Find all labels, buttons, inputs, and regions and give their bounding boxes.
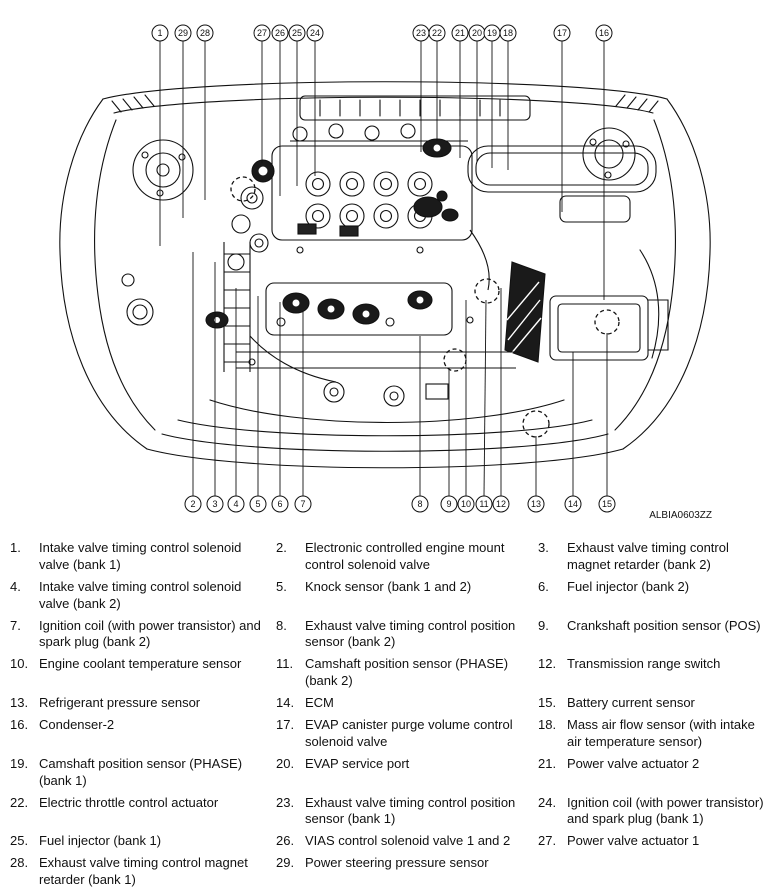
callout-27: [254, 25, 270, 163]
legend-item-14: [276, 695, 528, 712]
ignition-coil-cover: [266, 283, 452, 335]
callout-number: 22: [431, 28, 443, 39]
legend-item-number: 18.: [538, 717, 557, 733]
legend-item-27: [538, 833, 766, 850]
legend-item-6: [538, 579, 766, 596]
legend-item-text: Camshaft position sensor (PHASE) (bank 2): [305, 656, 509, 689]
legend-item-text: ECM: [305, 695, 334, 711]
legend-item-number: 19.: [10, 755, 29, 771]
callout-12: [493, 288, 509, 512]
legend-item-number: 27.: [538, 833, 557, 849]
legend-item-number: 16.: [10, 717, 29, 733]
callout-number: 12: [495, 499, 507, 510]
legend-item-text: Exhaust valve timing control magnet retarder (bank 1): [39, 855, 248, 888]
callout-number: 17: [556, 28, 568, 39]
callout-number: 7: [300, 499, 306, 510]
callout-20: [469, 25, 485, 162]
callout-number: 6: [277, 499, 283, 510]
callout-number: 1: [157, 28, 163, 39]
callout-28: [197, 25, 213, 200]
callout-17: [554, 25, 570, 212]
legend-item-number: 11.: [276, 656, 294, 672]
callout-13: [528, 436, 544, 512]
callouts-layer: [152, 25, 615, 512]
legend-item-number: 22.: [10, 794, 29, 810]
legend-item-11: [276, 656, 528, 690]
legend-item-text: Exhaust valve timing control magnet retarder (bank 2): [567, 540, 729, 572]
callout-number: 18: [502, 28, 514, 39]
legend-item-number: 8.: [276, 617, 287, 633]
legend-item-text: Power valve actuator 2: [567, 755, 700, 771]
legend-item-text: Refrigerant pressure sensor: [39, 695, 201, 711]
callout-number: 15: [601, 499, 613, 510]
legend-item-23: [276, 795, 528, 829]
callout-number: 11: [479, 499, 489, 510]
callout-number: 23: [415, 28, 427, 39]
callout-24: [307, 25, 323, 176]
legend-item-text: Exhaust valve timing control position sensor (bank 2): [305, 617, 516, 650]
callout-23: [413, 25, 429, 152]
legend-item-text: Electric throttle control actuator: [39, 794, 219, 810]
legend-item-5: [276, 579, 528, 596]
legend-item-17: [276, 717, 528, 751]
callout-4: [228, 288, 244, 512]
callout-leader-line: [484, 300, 486, 496]
legend-item-number: 15.: [538, 695, 557, 711]
legend-item-13: [10, 695, 266, 712]
legend-item-text: Intake valve timing control solenoid valve (bank 2): [39, 578, 242, 611]
legend-item-text: EVAP service port: [305, 755, 410, 771]
legend-item-text: Ignition coil (with power transistor) and spark plug (bank 2): [39, 617, 261, 650]
legend-item-number: 29.: [276, 855, 295, 871]
legend-item-number: 28.: [10, 855, 29, 871]
legend-item-number: 13.: [10, 695, 29, 711]
strut-tower-right: [583, 128, 635, 180]
callout-number: 8: [417, 499, 423, 510]
callout-number: 9: [446, 499, 452, 510]
callout-number: 13: [530, 499, 542, 510]
legend-item-8: [276, 618, 528, 652]
callout-9: [441, 368, 457, 512]
legend-item-text: Condenser-2: [39, 717, 115, 733]
ecm: [505, 262, 545, 362]
callout-number: 26: [274, 28, 286, 39]
callout-number: 25: [291, 28, 303, 39]
legend-item-15: [538, 695, 766, 712]
legend-item-number: 3.: [538, 540, 549, 555]
callout-number: 14: [567, 499, 579, 510]
legend-item-text: Power valve actuator 1: [567, 833, 700, 849]
legend-item-4: [10, 579, 266, 613]
callout-7: [295, 312, 311, 512]
callout-number: 16: [598, 28, 610, 39]
legend-item-20: [276, 756, 528, 773]
legend-item-number: 14.: [276, 695, 295, 711]
callout-number: 24: [309, 28, 321, 39]
car-outline: [60, 82, 710, 468]
legend-item-number: 10.: [10, 656, 29, 672]
callout-number: 4: [233, 499, 239, 510]
legend-item-number: 5.: [276, 578, 287, 594]
legend-item-3: [538, 540, 766, 574]
legend-item-number: 24.: [538, 794, 557, 810]
callout-3: [207, 262, 223, 512]
legend-item-text: Power steering pressure sensor: [305, 855, 489, 871]
legend-item-10: [10, 656, 266, 673]
legend-item-text: Battery current sensor: [567, 695, 695, 711]
legend-item-number: 23.: [276, 794, 295, 810]
callout-number: 5: [255, 499, 261, 510]
legend-item-25: [10, 833, 266, 850]
legend-item-number: 25.: [10, 833, 29, 849]
legend-item-text: Intake valve timing control solenoid valve (bank 1): [39, 540, 242, 572]
legend-item-text: Knock sensor (bank 1 and 2): [305, 578, 472, 594]
legend-item-number: 26.: [276, 833, 295, 849]
callout-10: [458, 300, 474, 512]
legend-item-7: [10, 618, 266, 652]
legend-item-number: 21.: [538, 755, 557, 771]
callout-number: 10: [460, 499, 472, 510]
legend-item-number: 2.: [276, 540, 287, 555]
legend-item-1: [10, 540, 266, 574]
legend-item-24: [538, 795, 766, 829]
legend-item-text: Fuel injector (bank 2): [567, 578, 690, 594]
callout-25: [289, 25, 305, 186]
callout-11: [476, 300, 492, 512]
legend-item-text: Engine coolant temperature sensor: [39, 656, 242, 672]
callout-number: 20: [471, 28, 483, 39]
legend-item-text: Exhaust valve timing control position sensor (bank 1): [305, 794, 516, 827]
callout-8: [412, 336, 428, 512]
callout-6: [272, 302, 288, 512]
intake-manifold: [228, 124, 472, 270]
legend-item-text: Fuel injector (bank 1): [39, 833, 162, 849]
legend-item-2: [276, 540, 528, 574]
legend-item-text: Electronic controlled engine mount control solenoid valve: [305, 540, 505, 572]
legend-item-number: 6.: [538, 578, 549, 594]
callout-number: 2: [190, 499, 196, 510]
legend: [0, 534, 774, 889]
legend-item-number: 1.: [10, 540, 21, 555]
callout-number: 28: [199, 28, 211, 39]
callout-21: [452, 25, 468, 158]
legend-item-number: 4.: [10, 578, 21, 594]
legend-item-26: [276, 833, 528, 850]
callout-14: [565, 352, 581, 512]
legend-item-number: 12.: [538, 656, 557, 672]
callout-29: [175, 25, 191, 218]
legend-item-text: Camshaft position sensor (PHASE) (bank 1): [39, 755, 243, 788]
legend-item-text: Crankshaft position sensor (POS): [567, 617, 761, 633]
legend-item-text: Transmission range switch: [567, 656, 721, 672]
legend-item-21: [538, 756, 766, 773]
legend-item-19: [10, 756, 266, 790]
diagram-code-label: ALBIA0603ZZ: [649, 510, 712, 521]
callout-number: 29: [177, 28, 189, 39]
callout-5: [250, 296, 266, 512]
callout-number: 3: [212, 499, 218, 510]
legend-item-12: [538, 656, 766, 673]
legend-item-22: [10, 795, 266, 812]
legend-item-9: [538, 618, 766, 635]
legend-item-text: EVAP canister purge volume control solenoid valve: [305, 717, 513, 749]
legend-item-29: [276, 855, 528, 872]
legend-item-number: 17.: [276, 717, 295, 733]
callout-2: [185, 252, 201, 512]
callout-number: 21: [454, 28, 466, 39]
legend-item-text: Mass air flow sensor (with intake air temperature sensor): [567, 717, 755, 749]
callout-22: [429, 25, 445, 141]
callout-1: [152, 25, 168, 246]
callout-18: [500, 25, 516, 170]
legend-item-text: Ignition coil (with power transistor) and spark plug (bank 1): [567, 794, 764, 827]
legend-item-number: 20.: [276, 755, 295, 771]
legend-item-16: [10, 717, 266, 734]
legend-item-28: [10, 855, 266, 889]
callout-number: 19: [486, 28, 498, 39]
strut-tower-left: [133, 140, 193, 200]
callout-number: 27: [256, 28, 268, 39]
left-side-components: [122, 242, 250, 372]
battery-tray: [550, 296, 668, 360]
legend-item-18: [538, 717, 766, 751]
legend-item-text: VIAS control solenoid valve 1 and 2: [305, 833, 511, 849]
legend-item-number: 7.: [10, 617, 21, 633]
legend-item-number: 9.: [538, 617, 549, 633]
